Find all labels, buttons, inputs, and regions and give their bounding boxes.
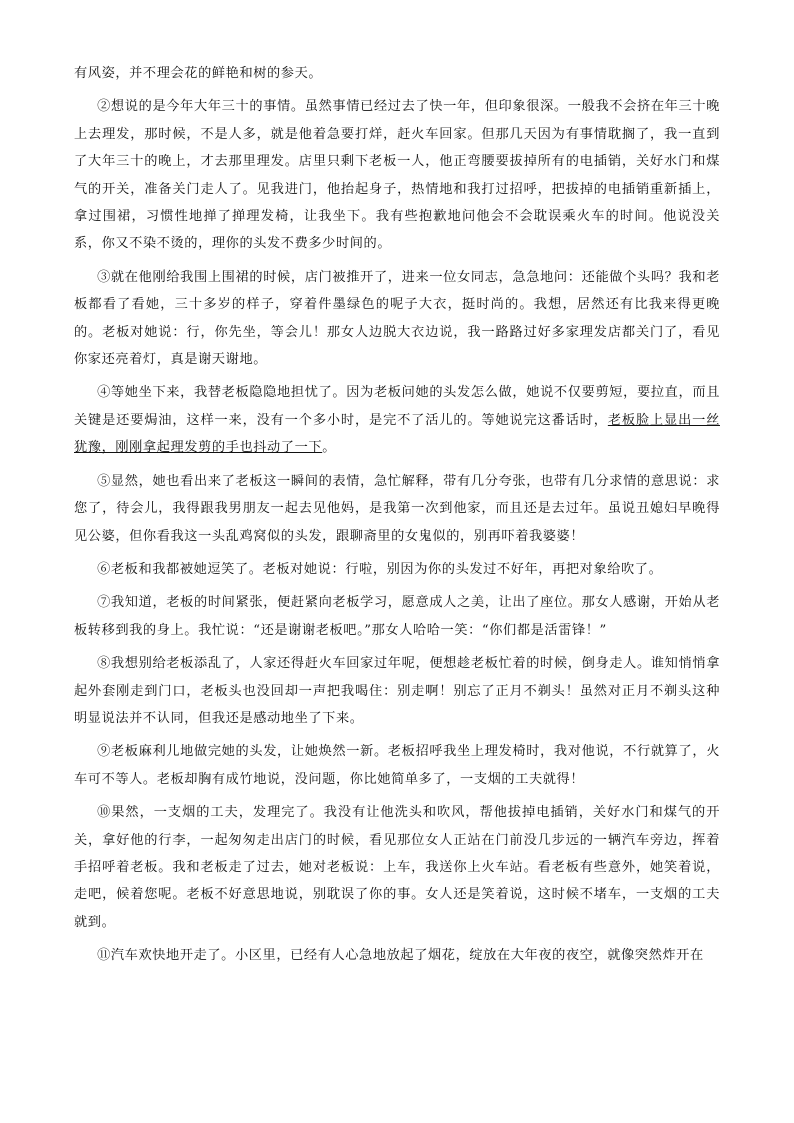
paragraph-11: ⑪汽车欢快地开走了。小区里，已经有人心急地放起了烟花，绽放在大年夜的夜空，就像突然炸开在 — [97, 948, 704, 964]
article-body — [74, 60, 720, 970]
paragraph-continuation: 有风姿，并不理会花的鲜艳和树的参天。 — [74, 66, 323, 81]
paragraph-3: ③就在他刚给我围上围裙的时候，店门被推开了，进来一位女同志，急急地问：还能做个头吗？我和老板都看了看她，三十多岁的样子，穿着件墨绿色的呢子大衣，挺时尚的。我想，居然还有比我来得更晚的。老板对她说：行，你先坐，等会儿！那女人边脱大衣边说，我一路路过好多家理发店都关门了，看见你家还亮着灯，真是谢天谢地。 — [74, 269, 720, 368]
paragraph-9: ⑨老板麻利儿地做完她的头发，让她焕然一新。老板招呼我坐上理发椅时，我对他说，不行就算了，火车可不等人。老板却胸有成竹地说，没问题，你比她简单多了，一支烟的工夫就得！ — [74, 744, 720, 787]
paragraph-10: ⑩果然，一支烟的工夫，发理完了。我没有让他洗头和吹风，帮他拔掉电插销，关好水门和煤气的开关，拿好他的行李，一起匆匆走出店门的时候，看见那位女人正站在门前没几步远的一辆汽车旁边，挥着手招呼着老板。我和老板走了过去，她对老板说：上车，我送你上火车站。看老板有些意外，她笑着说，走吧，候着您呢。老板不好意思地说，别耽误了你的事。女人还是笑着说，这时候不堵车，一支烟的工夫就到。 — [74, 805, 720, 930]
paragraph-4-text-after: 。 — [322, 440, 336, 456]
underlined-sentence: 老板脸上显出一丝犹豫，刚刚拿起理发剪的手也抖动了一下 — [74, 412, 720, 456]
paragraph-7: ⑦我知道，老板的时间紧张，便赶紧向老板学习，愿意成人之美，让出了座位。那女人感谢，开始从老板转移到我的身上。我忙说：“还是谢谢老板吧。”那女人哈哈一笑：“你们都是活雷锋！” — [74, 595, 720, 638]
paragraph-2: ②想说的是今年大年三十的事情。虽然事情已经过去了快一年，但印象很深。一般我不会挤在年三十晚上去理发，那时候，不是人多，就是他着急要打烊，赶火车回家。但那几天因为有事情耽搁了，我一直到了大年三十的晚上，才去那里理发。店里只剩下老板一人，他正弯腰要拔掉所有的电插销，关好水门和煤气的开关，准备关门走人了。见我进门，他抬起身子，热情地和我打过招呼，把拔掉的电插销重新插上，拿过围裙，习惯性地掸了掸理发椅，让我坐下。我有些抱歉地问他会不会耽误乘火车的时间。他说没关系，你又不染不烫的，理你的头发不费多少时间的。 — [74, 99, 720, 252]
paragraph-6: ⑥老板和我都被她逗笑了。老板对她说：行啦，别因为你的头发过不好年，再把对象给吹了。 — [97, 561, 663, 577]
paragraph-5: ⑤显然，她也看出来了老板这一瞬间的表情，急忙解释，带有几分夸张，也带有几分求情的意思说：求您了，待会儿，我得跟我男朋友一起去见他妈，是我第一次到他家，而且还是去过年。虽说丑媳妇早晚得见公婆，但你看我这一头乱鸡窝似的头发，跟聊斋里的女鬼似的，别再吓着我婆婆！ — [74, 473, 720, 544]
paragraph-4 — [74, 379, 720, 461]
paragraph-8: ⑧我想别给老板添乱了，人家还得赶火车回家过年呢，便想趁老板忙着的时候，倒身走人。谁知悄悄拿起外套刚走到门口，老板头也没回却一声把我喝住：别走啊！别忘了正月不剃头！虽然对正月不剃头这种明显说法并不认同，但我还是感动地坐了下来。 — [74, 656, 720, 726]
paragraph-4-text-before: ④等她坐下来，我替老板隐隐地担忧了。因为老板问她的头发怎么做，她说不仅要剪短，要拉直，而且关键是还要焗油，这样一来，没有一个多小时，是完不了活儿的。等她说完这番话时， — [74, 385, 720, 428]
